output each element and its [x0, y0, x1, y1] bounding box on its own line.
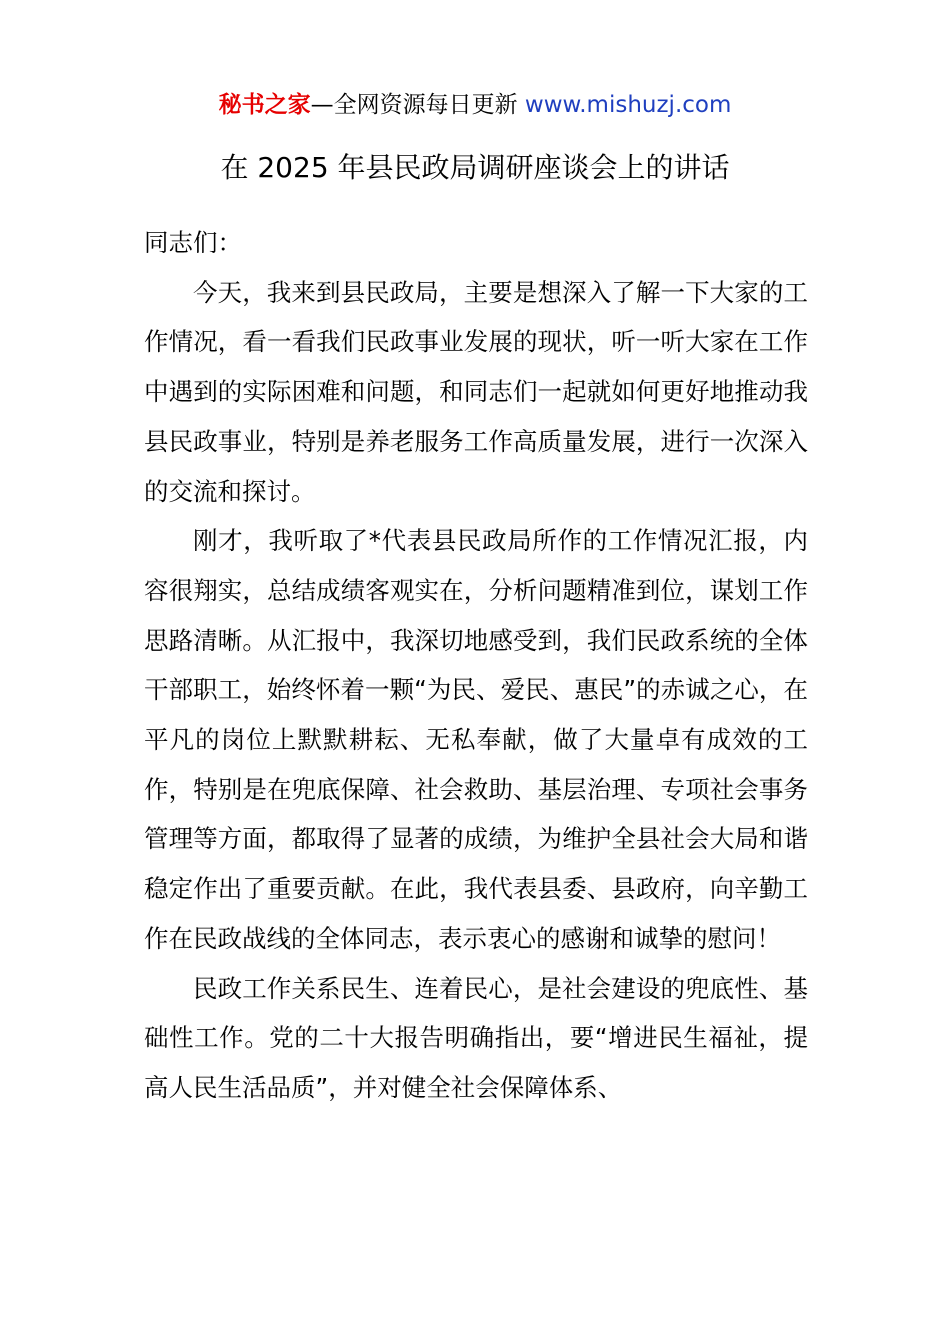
document-title: 在 2025 年县民政局调研座谈会上的讲话	[220, 151, 730, 184]
salutation: 同志们：	[144, 228, 242, 257]
paragraph: 民政工作关系民生、连着民心，是社会建设的兜底性、基础性工作。党的二十大报告明确指出，要“增进民生福祉，提高人民生活品质”，并对健全社会保障体系、	[144, 973, 808, 1102]
site-header	[0, 88, 950, 122]
site-url: www.mishuzj.com	[524, 92, 732, 118]
header-separator: —	[310, 92, 334, 118]
paragraph: 刚才，我听取了*代表县民政局所作的工作情况汇报，内容很翔实，总结成绩客观实在，分析问题精准到位，谋划工作思路清晰。从汇报中，我深切地感受到，我们民政系统的全体干部职工，始终怀着一颗“为民、爱民、惠民”的赤诚之心，在平凡的岗位上默默耕耘、无私奉献，做了大量卓有成效的工作，特别是在兜底保障、社会救助、基层治理、专项社会事务管理等方面，都取得了显著的成绩，为维护全县社会大局和谐稳定作出了重要贡献。在此，我代表县委、县政府，向辛勤工作在民政战线的全体同志，表示衷心的感谢和诚挚的慰问！	[144, 526, 808, 953]
document-body	[144, 218, 808, 1113]
brand-name: 秘书之家	[218, 92, 311, 118]
paragraph: 今天，我来到县民政局，主要是想深入了解一下大家的工作情况，看一看我们民政事业发展的现状，听一听大家在工作中遇到的实际困难和问题，和同志们一起就如何更好地推动我县民政事业，特别是养老服务工作高质量发展，进行一次深入的交流和探讨。	[144, 277, 808, 506]
header-slogan: 全网资源每日更新	[333, 92, 518, 118]
